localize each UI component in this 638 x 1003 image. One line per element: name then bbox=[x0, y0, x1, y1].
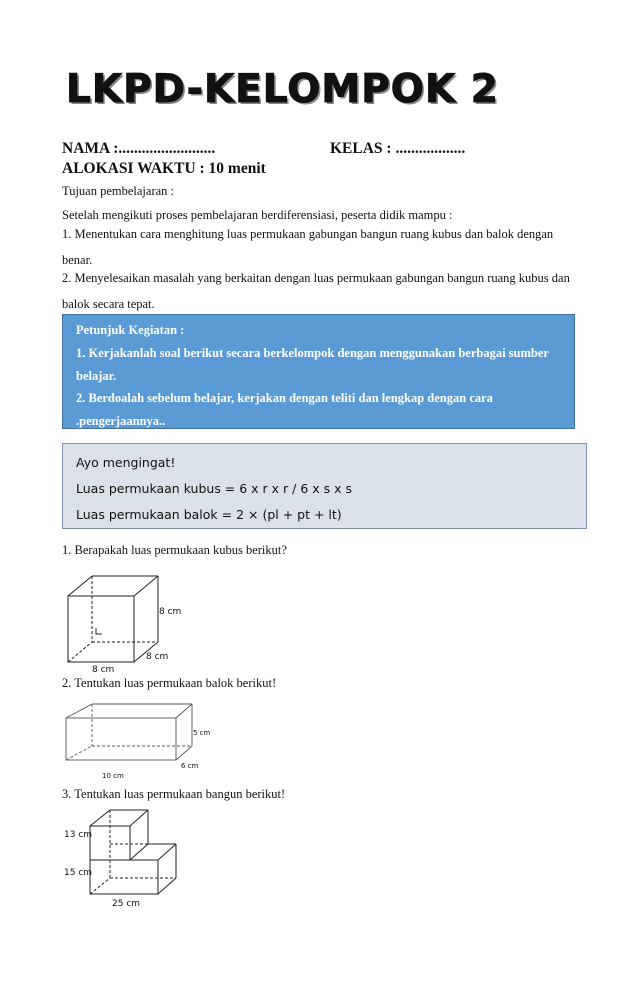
cube-figure bbox=[62, 570, 192, 675]
cuboid-figure bbox=[62, 698, 222, 780]
kelas-field: KELAS : .................. bbox=[330, 140, 466, 157]
cuboid-label-width: 6 cm bbox=[181, 762, 199, 770]
petunjuk-item-2: 2. Berdoalah sebelum belajar, kerjakan dengan teliti dan lengkap dengan cara .pengerjaannya.. bbox=[76, 391, 493, 429]
cube-label-right: 8 cm bbox=[159, 607, 182, 617]
tujuan-lead: Setelah mengikuti proses pembelajaran berdiferensiasi, peserta didik mampu : bbox=[62, 208, 453, 222]
combined-label-length: 25 cm bbox=[112, 899, 141, 909]
question-1: 1. Berapakah luas permukaan kubus berikut? bbox=[62, 543, 287, 557]
cuboid-label-length: 10 cm bbox=[102, 772, 124, 780]
petunjuk-box bbox=[62, 314, 575, 429]
tujuan-point-2: 2. Menyelesaikan masalah yang berkaitan dengan luas permukaan gabungan bangun ruang kubus dan balok secara tepat. bbox=[62, 271, 570, 311]
combined-label-bottom: 15 cm bbox=[64, 868, 93, 878]
tujuan-label: Tujuan pembelajaran : bbox=[62, 184, 175, 198]
question-3: 3. Tentukan luas permukaan bangun berikut! bbox=[62, 787, 286, 801]
alokasi-waktu: ALOKASI WAKTU : 10 menit bbox=[62, 160, 266, 177]
formula-balok: Luas permukaan balok = 2 × (pl + pt + lt) bbox=[76, 507, 342, 522]
cube-label-depth: 8 cm bbox=[146, 652, 169, 662]
petunjuk-item-1: 1. Kerjakanlah soal berikut secara berkelompok dengan menggunakan berbagai sumber belajar. bbox=[76, 345, 549, 383]
cube-label-bottom: 8 cm bbox=[92, 665, 115, 675]
tujuan-point-1: 1. Menentukan cara menghitung luas permukaan gabungan bangun ruang kubus dan balok dengan benar. bbox=[62, 227, 554, 267]
ayo-mengingat-box bbox=[62, 443, 587, 529]
cuboid-label-height: 5 cm bbox=[193, 729, 211, 737]
combined-label-top: 13 cm bbox=[64, 830, 93, 840]
question-2: 2. Tentukan luas permukaan balok berikut! bbox=[62, 676, 277, 690]
formula-kubus: Luas permukaan kubus = 6 x r x r / 6 x s x s bbox=[76, 481, 353, 496]
petunjuk-heading: Petunjuk Kegiatan : bbox=[76, 323, 185, 337]
ingat-heading: Ayo mengingat! bbox=[76, 455, 176, 470]
nama-field: NAMA :......................... bbox=[62, 140, 216, 157]
combined-solid-figure bbox=[62, 806, 192, 910]
page-title: LKPD-KELOMPOK 2 bbox=[66, 67, 499, 112]
